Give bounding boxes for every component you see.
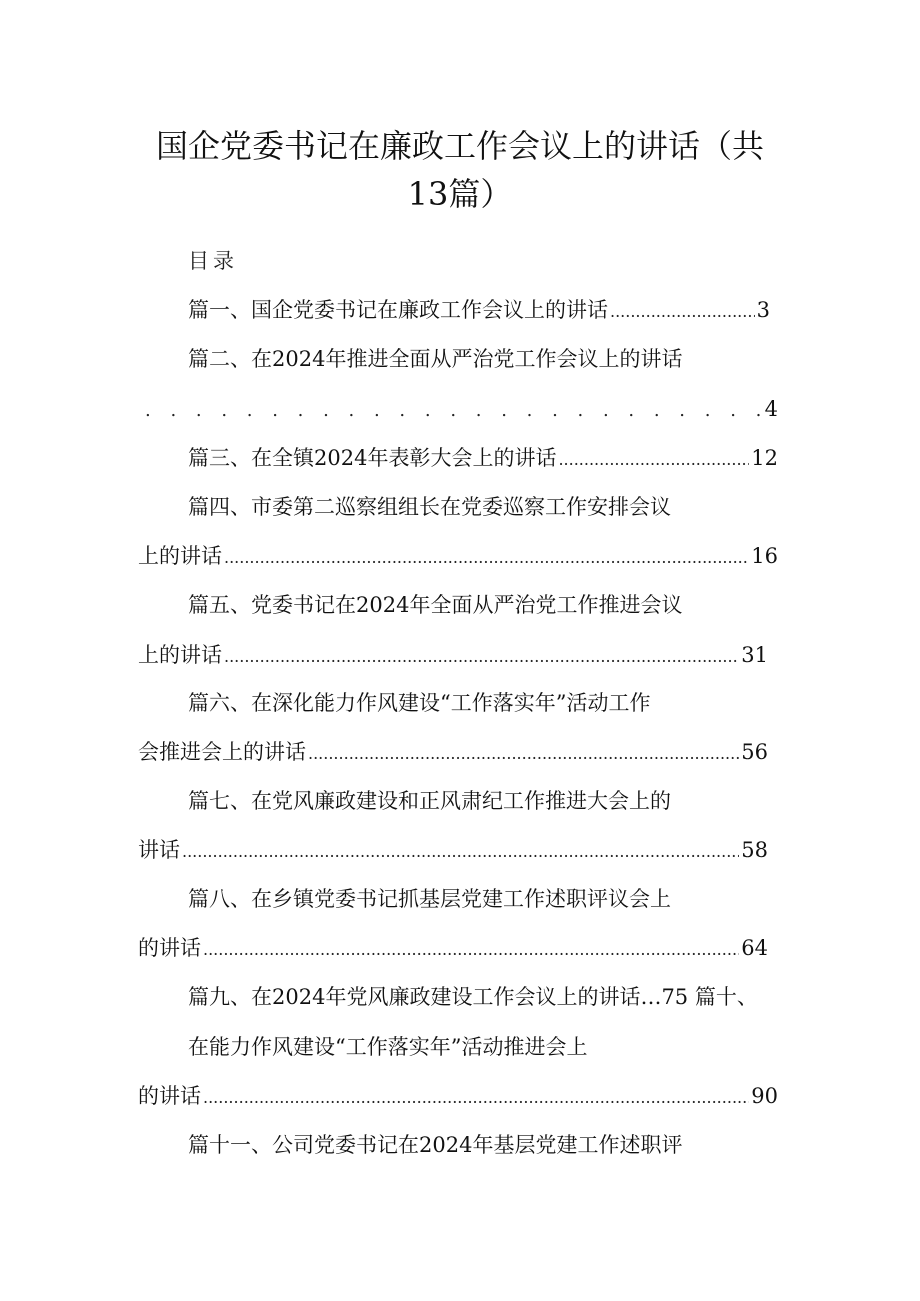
toc-entry-6-line-1[interactable]: 篇六、在深化能力作风建设“工作落实年”活动工作: [188, 691, 651, 715]
dot-leader: [145, 396, 763, 424]
toc-entry-1[interactable]: [188, 295, 770, 325]
toc-entry-7-line-2[interactable]: [138, 835, 768, 865]
toc-entry-8-line-2[interactable]: [138, 933, 768, 963]
dot-leader: [308, 739, 739, 767]
toc-entry-11-line-1[interactable]: 篇十一、公司党委书记在2024年基层党建工作述职评: [188, 1133, 683, 1157]
toc-entry-title: 篇三、在全镇2024年表彰大会上的讲话: [188, 446, 557, 470]
dot-leader: [224, 543, 749, 571]
toc-heading: 目录: [188, 249, 238, 273]
toc-entry-2-line-1[interactable]: 篇二、在2024年推进全面从严治党工作会议上的讲话: [188, 347, 683, 371]
dot-leader: [224, 642, 739, 670]
toc-entry-6-line-2[interactable]: [138, 737, 768, 767]
dot-leader: [203, 935, 739, 963]
toc-entry-page: 12: [751, 446, 778, 470]
toc-entry-title: 上的讲话: [138, 544, 222, 568]
toc-entry-page: 4: [764, 397, 778, 421]
toc-entry-title: 的讲话: [138, 1084, 201, 1108]
toc-entry-4-line-2[interactable]: [138, 541, 778, 571]
toc-entry-2-line-2[interactable]: [143, 394, 778, 424]
toc-entry-5-line-2[interactable]: [138, 640, 768, 670]
dot-leader: [203, 1083, 749, 1111]
toc-entry-page: 56: [741, 740, 768, 764]
toc-entry-title: 会推进会上的讲话: [138, 740, 306, 764]
toc-entry-4-line-1[interactable]: 篇四、市委第二巡察组组长在党委巡察工作安排会议: [188, 495, 671, 519]
toc-entry-title: 讲话: [138, 838, 180, 862]
toc-entry-10-line-2[interactable]: [138, 1081, 778, 1111]
toc-entry-page: 31: [741, 643, 768, 667]
toc-entry-8-line-1[interactable]: 篇八、在乡镇党委书记抓基层党建工作述职评议会上: [188, 887, 671, 911]
toc-entry-page: 64: [741, 936, 768, 960]
toc-entry-page: 58: [741, 838, 768, 862]
toc-entry-title: 上的讲话: [138, 643, 222, 667]
dot-leader: [558, 445, 749, 473]
dot-leader: [182, 837, 739, 865]
dot-leader: [610, 297, 755, 325]
document-title-line-2: 13篇）: [407, 175, 513, 213]
toc-entry-9-line-1[interactable]: 篇九、在2024年党风廉政建设工作会议上的讲话…75 篇十、: [188, 985, 758, 1009]
toc-entry-5-line-1[interactable]: 篇五、党委书记在2024年全面从严治党工作推进会议: [188, 593, 683, 617]
toc-entry-3[interactable]: [188, 443, 778, 473]
toc-entry-title: 篇一、国企党委书记在廉政工作会议上的讲话: [188, 298, 608, 322]
toc-entry-page: 16: [751, 544, 778, 568]
toc-entry-page: 90: [751, 1084, 778, 1108]
toc-entry-page: 3: [756, 298, 770, 322]
toc-entry-title: 的讲话: [138, 936, 201, 960]
toc-entry-10-line-1[interactable]: 在能力作风建设“工作落实年”活动推进会上: [188, 1035, 588, 1059]
toc-entry-7-line-1[interactable]: 篇七、在党风廉政建设和正风肃纪工作推进大会上的: [188, 789, 671, 813]
document-title-line-1: 国企党委书记在廉政工作会议上的讲话（共: [155, 127, 764, 165]
